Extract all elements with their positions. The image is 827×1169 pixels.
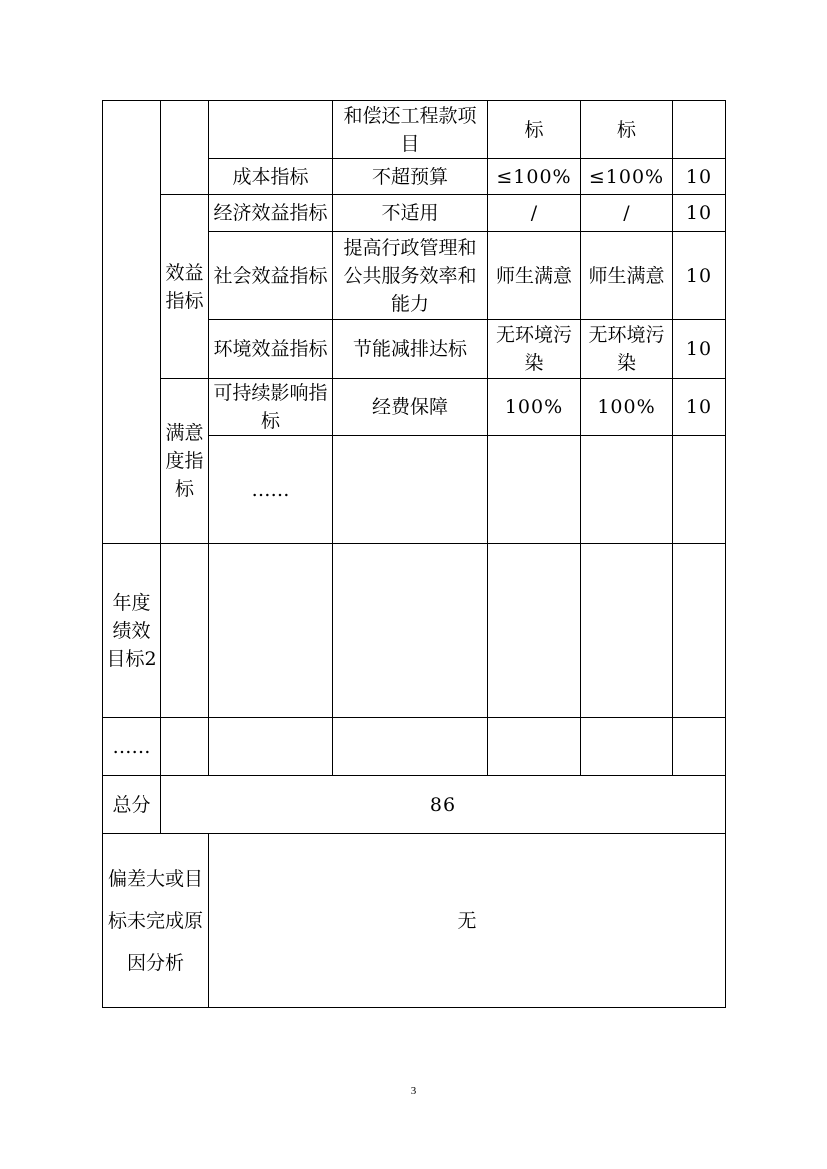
indicator-label: 环境效益指标 (209, 320, 333, 379)
table-row (103, 195, 726, 232)
target-value: / (488, 195, 581, 232)
score-value: 10 (673, 159, 726, 195)
total-label: 总分 (103, 776, 161, 834)
blank-cell (161, 101, 209, 195)
blank-cell (673, 544, 726, 718)
satisfaction-category: 满意度指标 (161, 379, 209, 544)
goal2-label: 年度绩效目标2 (103, 544, 161, 718)
target-value: 师生满意 (488, 232, 581, 320)
indicator-label: 可持续影响指标 (209, 379, 333, 436)
more-label: …… (103, 718, 161, 776)
blank-cell (333, 436, 488, 544)
indicator-label: 成本指标 (209, 159, 333, 195)
score-value: 10 (673, 195, 726, 232)
blank-cell (581, 718, 673, 776)
blank-cell (209, 544, 333, 718)
actual-value: 100% (581, 379, 673, 436)
indicator-content: 经费保障 (333, 379, 488, 436)
target-value: 标 (488, 101, 581, 159)
blank-cell (488, 544, 581, 718)
page-number: 3 (410, 1085, 417, 1097)
performance-table (102, 100, 726, 1008)
reason-value: 无 (209, 834, 726, 1008)
blank-cell (581, 436, 673, 544)
table-row (103, 776, 726, 834)
benefit-category: 效益指标 (161, 195, 209, 379)
blank-cell (488, 718, 581, 776)
table-row (103, 834, 726, 1008)
blank-cell (209, 718, 333, 776)
blank-cell (103, 101, 161, 544)
indicator-content: 和偿还工程款项目 (333, 101, 488, 159)
table-row (103, 718, 726, 776)
score-value: 10 (673, 379, 726, 436)
blank-cell (333, 544, 488, 718)
table-row (103, 101, 726, 159)
actual-value: ≤100% (581, 159, 673, 195)
table-row (103, 379, 726, 436)
blank-cell (209, 101, 333, 159)
target-value: 无环境污染 (488, 320, 581, 379)
reason-label: 偏差大或目标未完成原因分析 (103, 834, 209, 1008)
ellipsis-text: …… (209, 436, 333, 544)
blank-cell (673, 436, 726, 544)
actual-value: 无环境污染 (581, 320, 673, 379)
score-value: 10 (673, 320, 726, 379)
actual-value: / (581, 195, 673, 232)
total-value: 86 (161, 776, 726, 834)
actual-value: 师生满意 (581, 232, 673, 320)
indicator-content: 提高行政管理和公共服务效率和能力 (333, 232, 488, 320)
blank-cell (673, 718, 726, 776)
score-value: 10 (673, 232, 726, 320)
blank-cell (161, 718, 209, 776)
blank-cell (673, 101, 726, 159)
target-value: ≤100% (488, 159, 581, 195)
indicator-content: 不超预算 (333, 159, 488, 195)
target-value: 100% (488, 379, 581, 436)
blank-cell (333, 718, 488, 776)
blank-cell (161, 544, 209, 718)
blank-cell (581, 544, 673, 718)
blank-cell (488, 436, 581, 544)
indicator-content: 节能减排达标 (333, 320, 488, 379)
actual-value: 标 (581, 101, 673, 159)
indicator-label: 经济效益指标 (209, 195, 333, 232)
indicator-label: 社会效益指标 (209, 232, 333, 320)
table-row (103, 544, 726, 718)
indicator-content: 不适用 (333, 195, 488, 232)
